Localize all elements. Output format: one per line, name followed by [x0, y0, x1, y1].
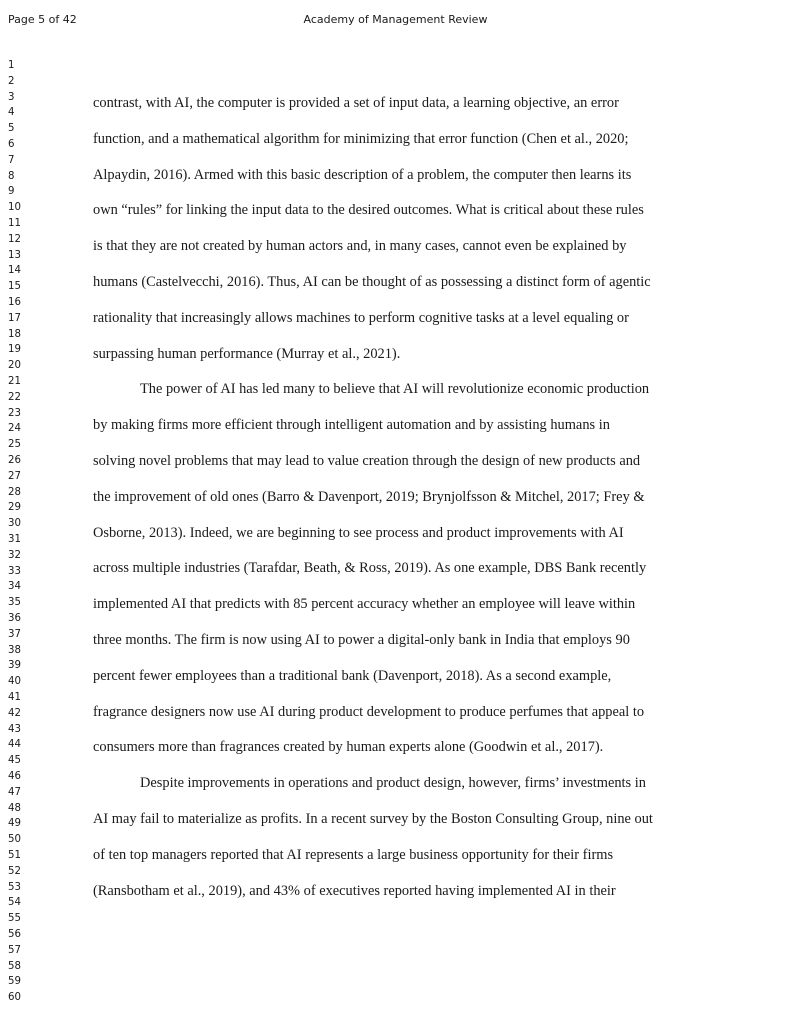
text-line: own “rules” for linking the input data to the desired outcomes. What is critical about these rules — [93, 202, 644, 219]
line-number: 22 — [8, 391, 21, 403]
line-number: 60 — [8, 992, 21, 1004]
line-number: 7 — [8, 154, 15, 166]
line-number: 38 — [8, 644, 21, 656]
text-line: three months. The firm is now using AI to power a digital-only bank in India that employs 90 — [93, 632, 630, 648]
line-number: 23 — [8, 407, 21, 419]
line-number: 59 — [8, 976, 21, 988]
line-number: 49 — [8, 818, 21, 830]
line-number: 15 — [8, 281, 21, 293]
line-number: 36 — [8, 613, 21, 624]
line-number: 13 — [8, 249, 21, 261]
line-number: 26 — [8, 455, 21, 466]
text-line: contrast, with AI, the computer is provided a set of input data, a learning objective, an error — [93, 95, 619, 111]
line-number: 43 — [8, 723, 21, 735]
line-number: 50 — [8, 834, 21, 846]
text-line: is that they are not created by human actors and, in many cases, cannot even be explained by — [93, 238, 627, 255]
text-line: the improvement of old ones (Barro & Davenport, 2019; Brynjolfsson & Mitchel, 2017; Frey & — [93, 488, 645, 505]
text-line: consumers more than fragrances created by human experts alone (Goodwin et al., 2017). — [93, 739, 604, 756]
text-line: function, and a mathematical algorithm for minimizing that error function (Chen et al., 2020; — [93, 130, 629, 147]
line-number: 47 — [8, 786, 21, 798]
page-number-label: Page 5 of 42 — [8, 13, 77, 26]
line-number: 10 — [8, 202, 21, 214]
line-number: 6 — [8, 139, 15, 150]
line-number: 51 — [8, 850, 21, 861]
text-line: rationality that increasingly allows machines to perform cognitive tasks at a level equaling or — [93, 309, 629, 326]
line-number: 34 — [8, 581, 21, 593]
line-number: 9 — [8, 186, 15, 198]
line-number: 29 — [8, 502, 21, 514]
line-number: 58 — [8, 960, 21, 972]
line-number: 28 — [8, 486, 21, 498]
line-number: 20 — [8, 360, 21, 372]
text-line: solving novel problems that may lead to value creation through the design of new products and — [93, 453, 641, 469]
text-line: implemented AI that predicts with 85 percent accuracy whether an employee will leave within — [93, 596, 636, 613]
line-number: 4 — [8, 107, 15, 119]
line-number: 45 — [8, 755, 21, 767]
text-line: (Ransbotham et al., 2019), and 43% of executives reported having implemented AI in their — [93, 882, 616, 899]
line-number: 42 — [8, 707, 21, 719]
line-number: 54 — [8, 897, 21, 909]
line-number: 32 — [8, 549, 21, 561]
line-number: 14 — [8, 265, 21, 277]
text-line: surpassing human performance (Murray et al., 2021). — [93, 345, 401, 362]
line-number: 35 — [8, 597, 21, 609]
line-number: 11 — [8, 218, 21, 229]
line-number: 56 — [8, 929, 21, 940]
line-number: 12 — [8, 233, 21, 245]
line-number: 21 — [8, 376, 21, 387]
text-line: humans (Castelvecchi, 2016). Thus, AI can be thought of as possessing a distinct form of agentic — [93, 274, 651, 290]
line-number: 18 — [8, 328, 21, 340]
line-number: 30 — [8, 518, 21, 530]
text-line: fragrance designers now use AI during product development to produce perfumes that appeal to — [93, 703, 645, 720]
line-number: 53 — [8, 881, 21, 893]
line-number: 16 — [8, 297, 21, 308]
text-line: across multiple industries (Tarafdar, Beath, & Ross, 2019). As one example, DBS Bank recently — [93, 560, 647, 577]
line-number: 1 — [8, 60, 15, 71]
line-number: 52 — [8, 865, 21, 877]
line-number: 17 — [8, 312, 21, 324]
line-number: 44 — [8, 739, 21, 751]
line-number: 40 — [8, 676, 21, 688]
text-line: The power of AI has led many to believe that AI will revolutionize economic production — [140, 381, 650, 398]
line-number: 39 — [8, 660, 21, 672]
line-number: 19 — [8, 344, 21, 356]
text-line: Alpaydin, 2016). Armed with this basic description of a problem, the computer then learns its — [93, 166, 632, 183]
text-line: by making firms more efficient through intelligent automation and by assisting humans in — [93, 417, 610, 434]
line-number: 37 — [8, 628, 21, 640]
line-number: 8 — [8, 170, 15, 182]
text-line: of ten top managers reported that AI represents a large business opportunity for their firms — [93, 846, 614, 863]
text-line: Despite improvements in operations and product design, however, firms’ investments in — [140, 775, 646, 792]
line-number: 5 — [8, 123, 15, 135]
journal-title: Academy of Management Review — [303, 13, 488, 26]
text-line: AI may fail to materialize as profits. In a recent survey by the Boston Consulting Group, nine out — [93, 811, 653, 827]
line-number: 27 — [8, 470, 21, 482]
line-number: 3 — [8, 91, 15, 103]
text-line: Osborne, 2013). Indeed, we are beginning to see process and product improvements with AI — [93, 524, 624, 541]
line-number: 31 — [8, 534, 21, 545]
line-number: 24 — [8, 423, 21, 435]
line-number: 57 — [8, 944, 21, 956]
line-number: 33 — [8, 565, 21, 577]
line-number: 41 — [8, 692, 21, 703]
line-number: 55 — [8, 913, 21, 925]
line-number: 25 — [8, 439, 21, 451]
line-number: 46 — [8, 771, 21, 782]
text-line: percent fewer employees than a traditional bank (Davenport, 2018). As a second example, — [93, 667, 612, 684]
line-number: 2 — [8, 75, 15, 87]
line-number: 48 — [8, 802, 21, 814]
